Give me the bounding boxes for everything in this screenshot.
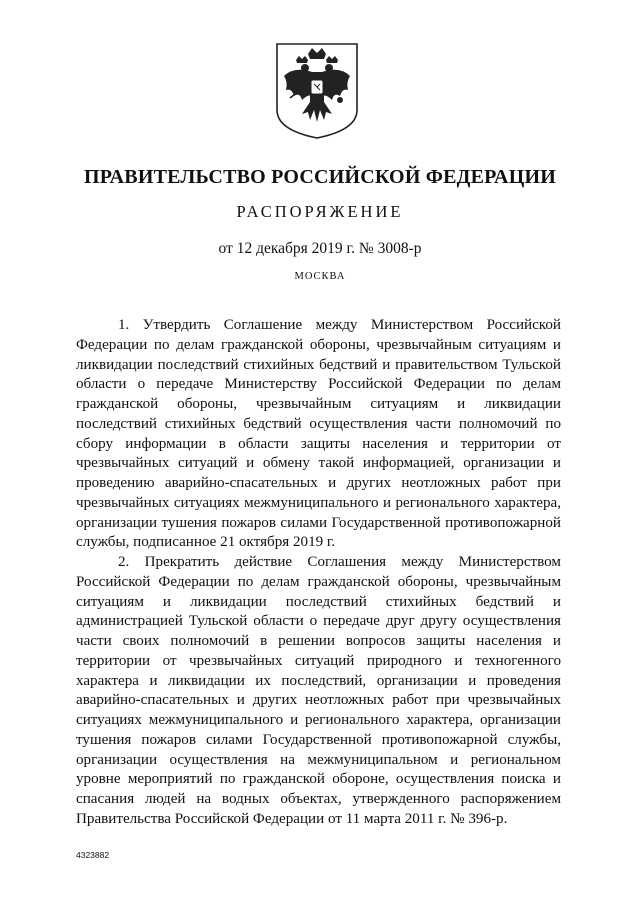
russian-coat-of-arms-icon — [274, 42, 360, 140]
paragraph-2: 2. Прекратить действие Соглашения между Министерством Российской Федерации по делам гражданской обороны, чрезвычайным ситуациям и ликвидации последствий стихийных бедствий и администрацией Тульской области о передаче друг другу осуществления части своих полномочий в решении вопросов защиты населения и территории от чрезвычайных ситуаций природного и техногенного характера и ликвидации их последствий, организации и проведения аварийно-спасательных и других неотложных работ при чрезвычайных ситуациях межмуниципального и регионального характера, организации тушения пожаров силами Государственной противопожарной службы, организации осуществления на межмуниципальном и региональном уровне мероприятий по гражданской обороне, осуществления поиска и спасания людей на водных объектах, утвержденного распоряжением Правительства Российской Федерации от 11 марта 2011 г. № 396-р. — [76, 554, 561, 827]
document-date-number: от 12 декабря 2019 г. № 3008-р — [218, 240, 422, 257]
paragraph-1: 1. Утвердить Соглашение между Министерством Российской Федерации по делам гражданской обороны, чрезвычайным ситуациям и ликвидации последствий стихийных бедствий и правительством Тульской области о передаче Министерству Российской Федерации по делам гражданской обороны, чрезвычайным ситуациям и ликвидации последствий стихийных бедствий осуществления части полномочий по сбору информации в области защиты населения и территории от чрезвычайных ситуаций и обмену такой информацией, организации и проведению аварийно-спасательных и других неотложных работ при чрезвычайных ситуациях межмуниципального и регионального характера, организации тушения пожаров силами Государственной противопожарной службы, подписанное 21 октября 2019 г. — [76, 317, 561, 551]
document-type: РАСПОРЯЖЕНИЕ — [236, 202, 404, 221]
government-title: ПРАВИТЕЛЬСТВО РОССИЙСКОЙ ФЕДЕРАЦИИ — [84, 166, 556, 188]
document-city: МОСКВА — [294, 271, 346, 282]
document-body — [76, 316, 561, 830]
footer-document-code: 4323882 — [76, 850, 110, 860]
